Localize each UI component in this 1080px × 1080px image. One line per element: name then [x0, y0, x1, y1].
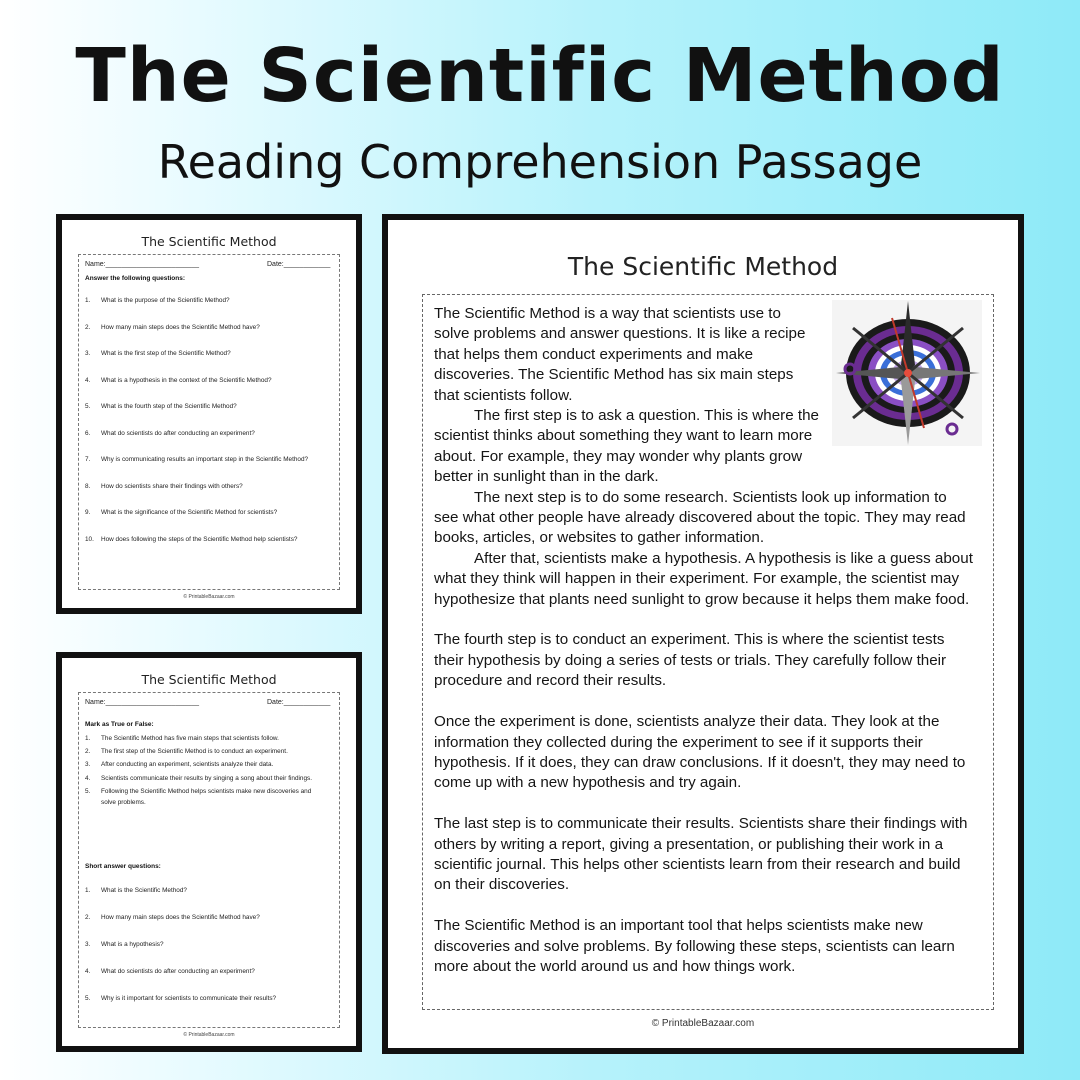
question-text: How many main steps does the Scientific Method have? — [101, 323, 260, 331]
question-number: 3. — [85, 350, 91, 357]
question-text: How do scientists share their findings with others? — [101, 482, 243, 490]
passage-paragraph: After that, scientists make a hypothesis. A hypothesis is like a guess about what they think will happen in their experiment. For example, the scientist may hypothesize that plants need sunlight to grow because it helps them make food. — [434, 549, 973, 608]
question-item — [85, 786, 331, 808]
question-item — [85, 759, 331, 770]
question-text: Why is it important for scientists to communicate their results? — [101, 995, 277, 1002]
question-item — [85, 295, 331, 306]
worksheet-truefalse-preview — [56, 652, 362, 1052]
worksheet-title: The Scientific Method — [141, 234, 277, 249]
passage-body — [434, 304, 974, 977]
worksheet-questions-preview — [56, 214, 362, 614]
question-number: 1. — [85, 887, 91, 894]
question-item — [85, 993, 331, 1004]
questions-heading: Answer the following questions: — [85, 275, 186, 282]
question-text: What is the fourth step of the Scientific Method? — [101, 403, 237, 410]
question-text: What is the Scientific Method? — [101, 887, 187, 894]
main-subtitle: Reading Comprehension Passage — [157, 135, 923, 189]
passage-paragraph: Once the experiment is done, scientists analyze their data. They look at the information they collected during the experiment to see if it supports their hypothesis. If it does, they can draw conclusions. If it doesn't, they may need to come up with a new hypothesis and try again. — [434, 713, 966, 792]
passage-paragraph: The fourth step is to conduct an experiment. This is where the scientist tests their hypothesis by doing a series of tests or trials. They carefully follow their procedure and record their results. — [434, 631, 947, 690]
name-field-label: Name:________________________ — [85, 699, 200, 706]
question-text: The Scientific Method has five main steps that scientists follow. — [101, 735, 279, 742]
question-number: 6. — [85, 429, 91, 437]
question-number: 3. — [85, 761, 91, 769]
date-field-label: Date:____________ — [267, 699, 331, 706]
question-item — [85, 348, 331, 359]
question-item — [85, 746, 331, 757]
question-number: 9. — [85, 509, 91, 516]
question-number: 4. — [85, 774, 91, 782]
question-number: 5. — [85, 995, 91, 1002]
question-number: 3. — [85, 941, 91, 948]
question-item — [85, 401, 331, 412]
question-number: 8. — [85, 482, 91, 490]
question-item — [85, 322, 331, 333]
question-number: 10. — [85, 535, 94, 543]
question-number: 2. — [85, 748, 91, 756]
name-date-row — [85, 261, 335, 268]
question-text: What is a hypothesis in the context of the Scientific Method? — [101, 376, 272, 384]
passage-title: The Scientific Method — [567, 252, 839, 281]
worksheet-title: The Scientific Method — [141, 672, 277, 687]
question-number: 4. — [85, 376, 91, 384]
question-item — [85, 966, 331, 977]
true-false-heading: Mark as True or False: — [85, 721, 154, 728]
name-field-label: Name:________________________ — [85, 261, 200, 268]
question-item — [85, 912, 331, 923]
question-number: 1. — [85, 297, 91, 304]
passage-paragraph: The Scientific Method is an important tool that helps scientists make new discoveries and solve problems. By following these steps, scientists can learn more about the world around us and how things work. — [434, 917, 955, 975]
question-item — [85, 534, 331, 545]
question-number: 7. — [85, 456, 91, 463]
question-text: What is the first step of the Scientific Method? — [101, 350, 231, 357]
question-text: The first step of the Scientific Method is to conduct an experiment. — [101, 748, 288, 756]
passage-paragraph: The Scientific Method is a way that scientists use to solve problems and answer questions. It is like a recipe that helps them conduct experiments and make discoveries. The Scientific Method has six main steps that scientists follow. — [434, 305, 806, 404]
passage-footer: © PrintableBazaar.com — [651, 1018, 755, 1029]
question-item — [85, 375, 331, 386]
question-text: What do scientists do after conducting an experiment? — [101, 429, 255, 437]
passage-page — [382, 214, 1024, 1054]
worksheet-footer: © PrintableBazaar.com — [183, 594, 235, 600]
question-text: What do scientists do after conducting an experiment? — [101, 968, 255, 975]
main-title: The Scientific Method — [75, 33, 1005, 119]
question-number: 2. — [85, 914, 91, 921]
question-text: Scientists communicate their results by singing a song about their findings. — [101, 774, 313, 782]
question-number: 1. — [85, 735, 91, 742]
question-text: What is the purpose of the Scientific Method? — [101, 297, 230, 304]
worksheet-frame — [78, 692, 340, 1028]
compass-target-icon — [832, 300, 982, 446]
question-number: 5. — [85, 403, 91, 410]
passage-paragraph: The last step is to communicate their results. Scientists share their findings with others by writing a report, giving a presentation, or publishing their work in a scientific journal. This helps other scientists learn from their research and build on their discoveries. — [434, 815, 968, 894]
question-item — [85, 481, 331, 492]
question-text: How many main steps does the Scientific Method have? — [101, 914, 260, 921]
worksheet-footer: © PrintableBazaar.com — [183, 1032, 235, 1038]
question-text: Following the Scientific Method helps scientists make new discoveries and solve problems. — [101, 787, 312, 806]
worksheet-frame — [78, 254, 340, 590]
date-field-label: Date:____________ — [267, 261, 331, 268]
passage-paragraph: The next step is to do some research. Scientists look up information to see what other people have already discovered about the topic. They may read books, articles, or websites to gather information. — [434, 488, 966, 547]
question-text: Why is communicating results an important step in the Scientific Method? — [101, 456, 309, 463]
question-item — [85, 773, 331, 784]
question-item — [85, 428, 331, 439]
short-answer-heading: Short answer questions: — [85, 863, 161, 870]
question-number: 4. — [85, 968, 91, 975]
question-item — [85, 507, 331, 518]
question-text: After conducting an experiment, scientists analyze their data. — [101, 761, 274, 769]
question-item — [85, 885, 331, 896]
question-text: How does following the steps of the Scientific Method help scientists? — [101, 535, 298, 543]
passage-paragraph: The first step is to ask a question. This is where the scientist thinks about something they want to learn more about. For example, they may wonder why plants grow better in sunlight than in the dark. — [434, 407, 819, 486]
question-text: What is a hypothesis? — [101, 941, 164, 948]
question-text: What is the significance of the Scientific Method for scientists? — [101, 509, 278, 516]
name-date-row — [85, 699, 335, 706]
question-number: 2. — [85, 323, 91, 331]
question-number: 5. — [85, 787, 91, 795]
question-item — [85, 733, 331, 744]
question-item — [85, 939, 331, 950]
question-item — [85, 454, 331, 465]
